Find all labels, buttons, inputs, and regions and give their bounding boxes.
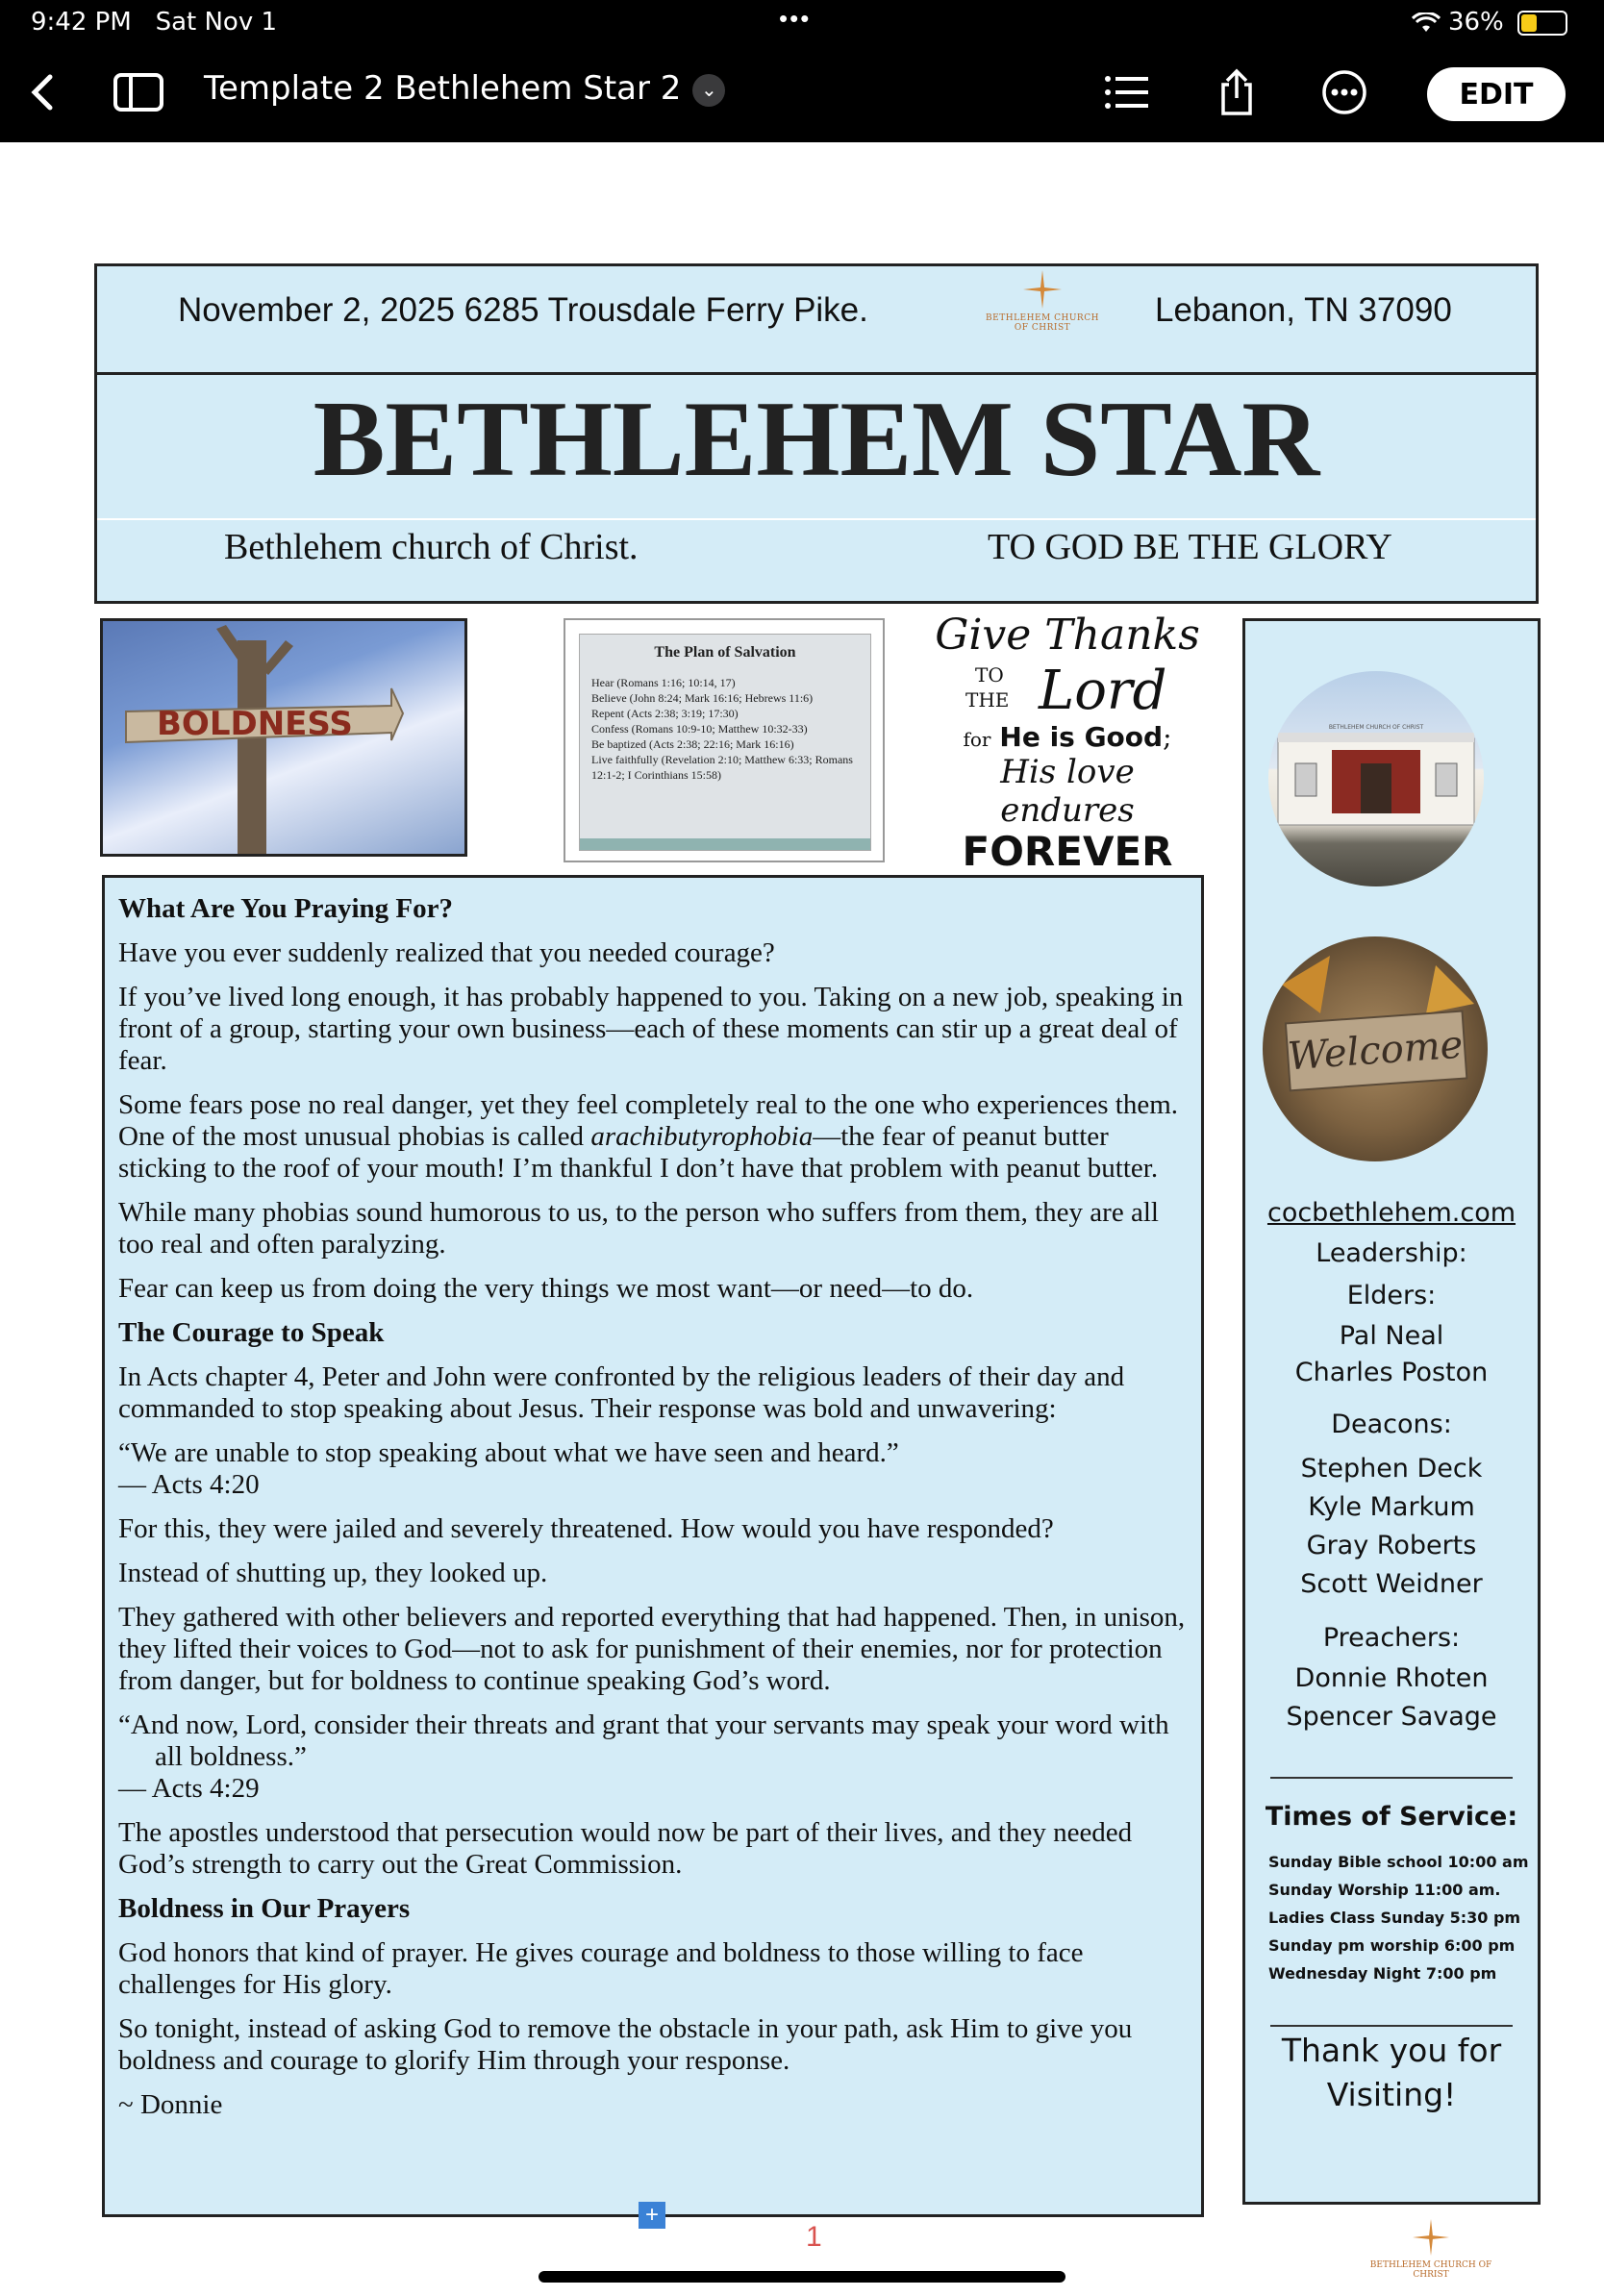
article-paragraph: Instead of shutting up, they looked up. — [118, 1558, 548, 1588]
plan-steps-list — [591, 675, 870, 783]
welcome-sign-text: Welcome — [1286, 1022, 1465, 1080]
article-paragraph: If you’ve lived long enough, it has probably happened to you. Taking on a new job, speaking in front of a group, starting your own business—each of these moments can stir up a great deal of fear. — [118, 982, 1184, 1076]
header-divider — [97, 518, 1536, 520]
plan-step: Live faithfully (Revelation 2:10; Matthew 6:33; Romans 12:1-2; I Corinthians 15:58) — [591, 753, 853, 782]
page-number: 1 — [806, 2221, 822, 2253]
church-building-photo — [1268, 671, 1484, 886]
thank-you-message: Thank you for Visiting! — [1281, 2032, 1502, 2113]
article — [102, 875, 1204, 2217]
deacon-name: Kyle Markum — [1308, 1492, 1475, 1522]
deacons-label: Deacons: — [1331, 1410, 1452, 1439]
love-endures-text: His love endures — [1000, 753, 1135, 830]
sidebar-divider — [1270, 1777, 1513, 1779]
forever-text: FOREVER — [962, 828, 1173, 875]
signpost-illustration — [103, 621, 464, 854]
plan-of-salvation-image — [564, 618, 885, 862]
city-state-zip: Lebanon, TN 37090 — [1155, 291, 1452, 329]
status-bar — [0, 0, 1604, 44]
newsletter-header — [94, 263, 1539, 604]
back-chevron-icon[interactable] — [23, 71, 65, 113]
church-name: Bethlehem church of Christ. — [224, 527, 639, 567]
article-paragraph: Some fears pose no real danger, yet they feel completely real to the one who experiences them. One of the most unusual phobias is called arachibutyrophobia—the fear of peanut butter sticking to the roof of your mouth! I’m thankful I don’t have that problem with peanut butter. — [118, 1089, 1179, 1184]
boldness-sign-text: BOLDNESS — [157, 705, 353, 743]
article-signature: ~ Donnie — [118, 2089, 223, 2120]
give-thanks-text: Give Thanks — [935, 611, 1200, 660]
lord-text: Lord — [1039, 660, 1167, 722]
service-time: Wednesday Night 7:00 pm — [1268, 1964, 1497, 1983]
plan-step: Believe (John 8:24; Mark 16:16; Hebrews 11:6) — [591, 691, 814, 705]
share-icon[interactable] — [1212, 67, 1262, 117]
times-of-service-title: Times of Service: — [1265, 1802, 1518, 1832]
boldness-image — [100, 618, 467, 857]
welcome-sign-photo — [1263, 936, 1488, 1161]
article-paragraph: In Acts chapter 4, Peter and John were confronted by the religious leaders of their day and commanded to stop speaking about Jesus. Their response was bold and unwavering: — [118, 1361, 1125, 1424]
multitasking-dots-icon[interactable]: ••• — [779, 4, 812, 33]
battery-icon — [1517, 11, 1567, 36]
list-icon[interactable] — [1102, 67, 1152, 117]
add-page-button[interactable]: + — [639, 2202, 665, 2229]
more-options-icon[interactable] — [1319, 67, 1369, 117]
service-time: Ladies Class Sunday 5:30 pm — [1268, 1909, 1521, 1927]
deacon-name: Gray Roberts — [1306, 1531, 1477, 1560]
article-title: What Are You Praying For? — [118, 893, 453, 924]
service-times-list — [1268, 1848, 1529, 1987]
service-time: Sunday Bible school 10:00 am — [1268, 1853, 1529, 1871]
plan-step: Be baptized (Acts 2:38; 22:16; Mark 16:16) — [591, 737, 794, 751]
church-logo: BETHLEHEM CHURCH OF CHRIST — [980, 270, 1105, 337]
section-heading: Boldness in Our Prayers — [118, 1893, 411, 1924]
article-paragraph: God honors that kind of prayer. He gives courage and boldness to those willing to face challenges for His glory. — [118, 1937, 1084, 2000]
document-toolbar — [0, 44, 1604, 142]
date-address: November 2, 2025 6285 Trousdale Ferry Pike. — [178, 291, 868, 329]
chevron-down-icon[interactable]: ⌄ — [692, 74, 725, 107]
elder-name: Pal Neal — [1339, 1321, 1444, 1351]
article-paragraph: For this, they were jailed and severely threatened. How would you have responded? — [118, 1513, 1054, 1544]
article-paragraph: They gathered with other believers and reported everything that had happened. Then, in unison, they lifted their voices to God—not to ask for punishment of their enemies, nor for protection from danger, but for boldness to continue speaking God’s word. — [118, 1602, 1186, 1696]
elders-label: Elders: — [1346, 1281, 1437, 1310]
document-title[interactable]: Template 2 Bethlehem Star 2 ⌄ — [204, 69, 725, 108]
preachers-label: Preachers: — [1322, 1623, 1461, 1653]
preacher-name: Donnie Rhoten — [1294, 1663, 1489, 1693]
he-is-good-text: He is Good — [999, 721, 1164, 753]
for-text: for — [963, 728, 991, 751]
sidebar-divider — [1270, 2025, 1513, 2027]
status-time: 9:42 PM Sat Nov 1 — [31, 8, 278, 37]
plan-title: The Plan of Salvation — [654, 644, 796, 661]
motto: TO GOD BE THE GLORY — [988, 527, 1392, 567]
star-icon — [1413, 2219, 1449, 2256]
deacon-name: Stephen Deck — [1300, 1454, 1483, 1484]
article-paragraph: So tonight, instead of asking God to remove the obstacle in your path, ask Him to give you boldness and courage to glorify Him through your response. — [118, 2013, 1133, 2076]
website-link[interactable]: cocbethlehem.com — [1266, 1198, 1516, 1228]
masthead-title: BETHLEHEM STAR — [313, 380, 1320, 499]
wifi-icon — [1412, 12, 1441, 34]
info-sidebar — [1242, 618, 1541, 2205]
home-indicator[interactable] — [539, 2271, 1065, 2283]
header-info-row — [97, 266, 1536, 375]
scripture-quote: “And now, Lord, consider their threats and grant that your servants may speak your word with all boldness.” — Acts 4:29 — [118, 1710, 1169, 1804]
plan-step: Repent (Acts 2:38; 3:19; 17:30) — [591, 707, 739, 720]
the-text: THE — [965, 688, 1010, 711]
plan-card — [579, 634, 871, 851]
article-paragraph: The apostles understood that persecution would now be part of their lives, and they needed God’s strength to carry out the Great Commission. — [118, 1817, 1133, 1880]
plan-step: Confess (Romans 10:9-10; Matthew 10:32-33) — [591, 722, 808, 736]
leadership-label: Leadership: — [1316, 1238, 1467, 1268]
edit-button[interactable]: EDIT — [1427, 67, 1566, 121]
sidebar-toggle-icon[interactable] — [113, 73, 163, 112]
elder-name: Charles Poston — [1294, 1358, 1489, 1387]
section-heading: The Courage to Speak — [118, 1317, 385, 1348]
plan-step: Hear (Romans 1:16; 10:14, 17) — [591, 676, 736, 689]
star-icon — [1023, 270, 1062, 309]
church-sign-text: BETHLEHEM CHURCH OF CHRIST — [1328, 724, 1424, 731]
footer-church-logo: BETHLEHEM CHURCH OF CHRIST — [1364, 2219, 1498, 2277]
article-paragraph: While many phobias sound humorous to us, to the person who suffers from them, they are all too real and often paralyzing. — [118, 1197, 1159, 1260]
status-right — [1412, 8, 1567, 37]
battery-percent: 36% — [1447, 8, 1504, 37]
give-thanks-graphic: Give Thanks TO THE Lord for He is Good; His love endures FOREVER — [933, 611, 1202, 871]
preacher-name: Spencer Savage — [1286, 1702, 1497, 1732]
article-paragraph: Have you ever suddenly realized that you needed courage? — [118, 937, 775, 968]
scripture-quote: “We are unable to stop speaking about what we have seen and heard.” — Acts 4:20 — [118, 1437, 899, 1500]
service-time: Sunday pm worship 6:00 pm — [1268, 1936, 1516, 1955]
deacon-name: Scott Weidner — [1300, 1569, 1483, 1599]
article-paragraph: Fear can keep us from doing the very things we most want—or need—to do. — [118, 1273, 974, 1304]
to-text: TO — [975, 663, 1004, 686]
service-time: Sunday Worship 11:00 am. — [1268, 1881, 1501, 1899]
